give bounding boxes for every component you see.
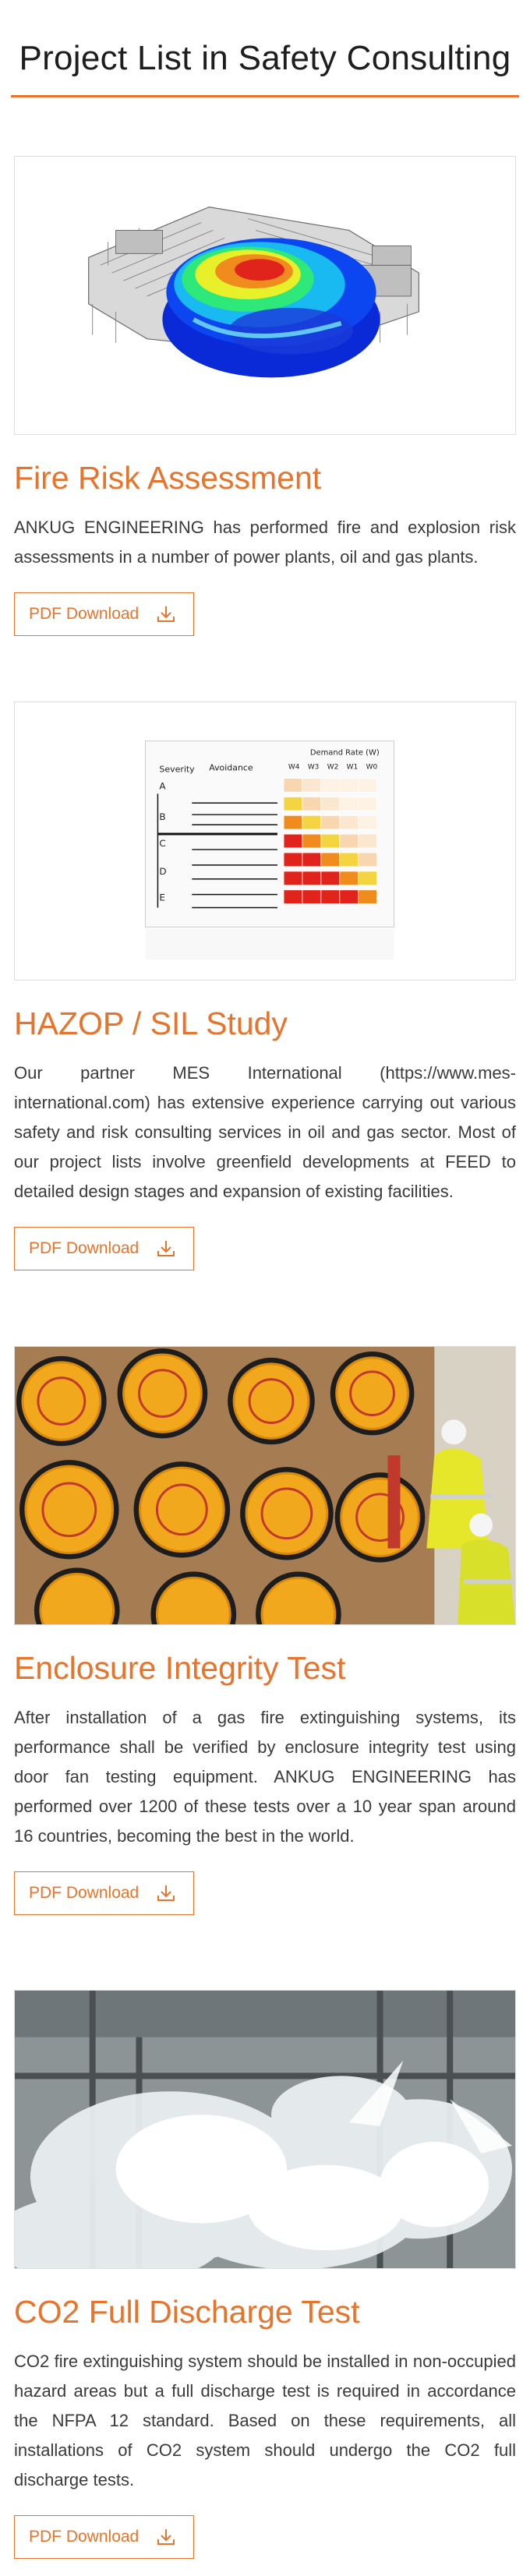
pdf-download-button[interactable] — [14, 2515, 194, 2559]
hazop-sil-image — [14, 701, 516, 981]
col-w2: W2 — [327, 763, 339, 772]
fire-simulation-illustration — [15, 157, 515, 434]
section-title: CO2 Full Discharge Test — [14, 2294, 360, 2330]
title-divider — [11, 95, 519, 97]
pdf-download-button[interactable] — [14, 1871, 194, 1915]
section-description: Our partner MES International (https://www.mes-international.com) has extensive experience carrying out various safety and risk consulting services in oil and gas sector. Most of our project lists involve greenfield developments at FEED to detailed design stages and expansion of existing facilities. — [14, 1063, 516, 1201]
chart-header: Demand Rate (W) — [309, 748, 380, 758]
download-icon — [156, 2527, 176, 2547]
row-d: D — [159, 865, 167, 877]
avoidance-heading: Avoidance — [209, 762, 253, 773]
section-hazop-sil — [14, 701, 516, 1270]
download-icon — [156, 1883, 176, 1903]
pdf-download-label: PDF Download — [29, 2528, 140, 2546]
fire-risk-image — [14, 156, 516, 435]
row-a: A — [159, 780, 166, 792]
col-w0: W0 — [366, 763, 378, 772]
enclosure-integrity-image — [14, 1346, 516, 1625]
download-icon — [156, 604, 176, 624]
severity-heading: Severity — [159, 764, 195, 775]
section-title: Enclosure Integrity Test — [14, 1650, 346, 1686]
pdf-download-label: PDF Download — [29, 605, 140, 623]
row-b: B — [159, 811, 166, 823]
download-icon — [156, 1239, 176, 1259]
pdf-download-label: PDF Download — [29, 1884, 140, 1902]
section-title: Fire Risk Assessment — [14, 460, 322, 496]
col-w1: W1 — [346, 763, 359, 772]
pdf-download-button[interactable] — [14, 1227, 194, 1270]
page-header — [0, 0, 530, 97]
row-c: C — [159, 837, 166, 849]
section-description: CO2 fire extinguishing system should be installed in non-occupied hazard areas but a full discharge test is required in accordance the NFPA 12 standard. Based on these requirements, all installations of CO2 system should undergo the CO2 full discharge tests. — [14, 2352, 516, 2489]
pdf-download-button[interactable] — [14, 592, 194, 636]
section-description: ANKUG ENGINEERING has performed fire and explosion risk assessments in a number of power plants, oil and gas plants. — [14, 518, 516, 567]
risk-graph-illustration — [15, 702, 515, 980]
section-description: After installation of a gas fire extinguishing systems, its performance shall be verified by enclosure integrity test using door fan testing equipment. ANKUG ENGINEERING has performed over 1200 of these tests over a 10 year span around 16 countries, becoming the best in the world. — [14, 1708, 516, 1846]
section-fire-risk — [14, 156, 516, 636]
co2-discharge-illustration — [15, 1991, 515, 2268]
page-title: Project List in Safety Consulting — [19, 39, 511, 77]
pdf-download-label: PDF Download — [29, 1239, 140, 1257]
co2-discharge-image — [14, 1990, 516, 2269]
section-title: HAZOP / SIL Study — [14, 1005, 288, 1041]
row-e: E — [159, 892, 165, 903]
col-w4: W4 — [288, 763, 300, 772]
section-enclosure-integrity — [14, 1346, 516, 1915]
door-fan-illustration — [15, 1347, 515, 1624]
section-co2-discharge — [14, 1990, 516, 2559]
col-w3: W3 — [307, 763, 320, 772]
